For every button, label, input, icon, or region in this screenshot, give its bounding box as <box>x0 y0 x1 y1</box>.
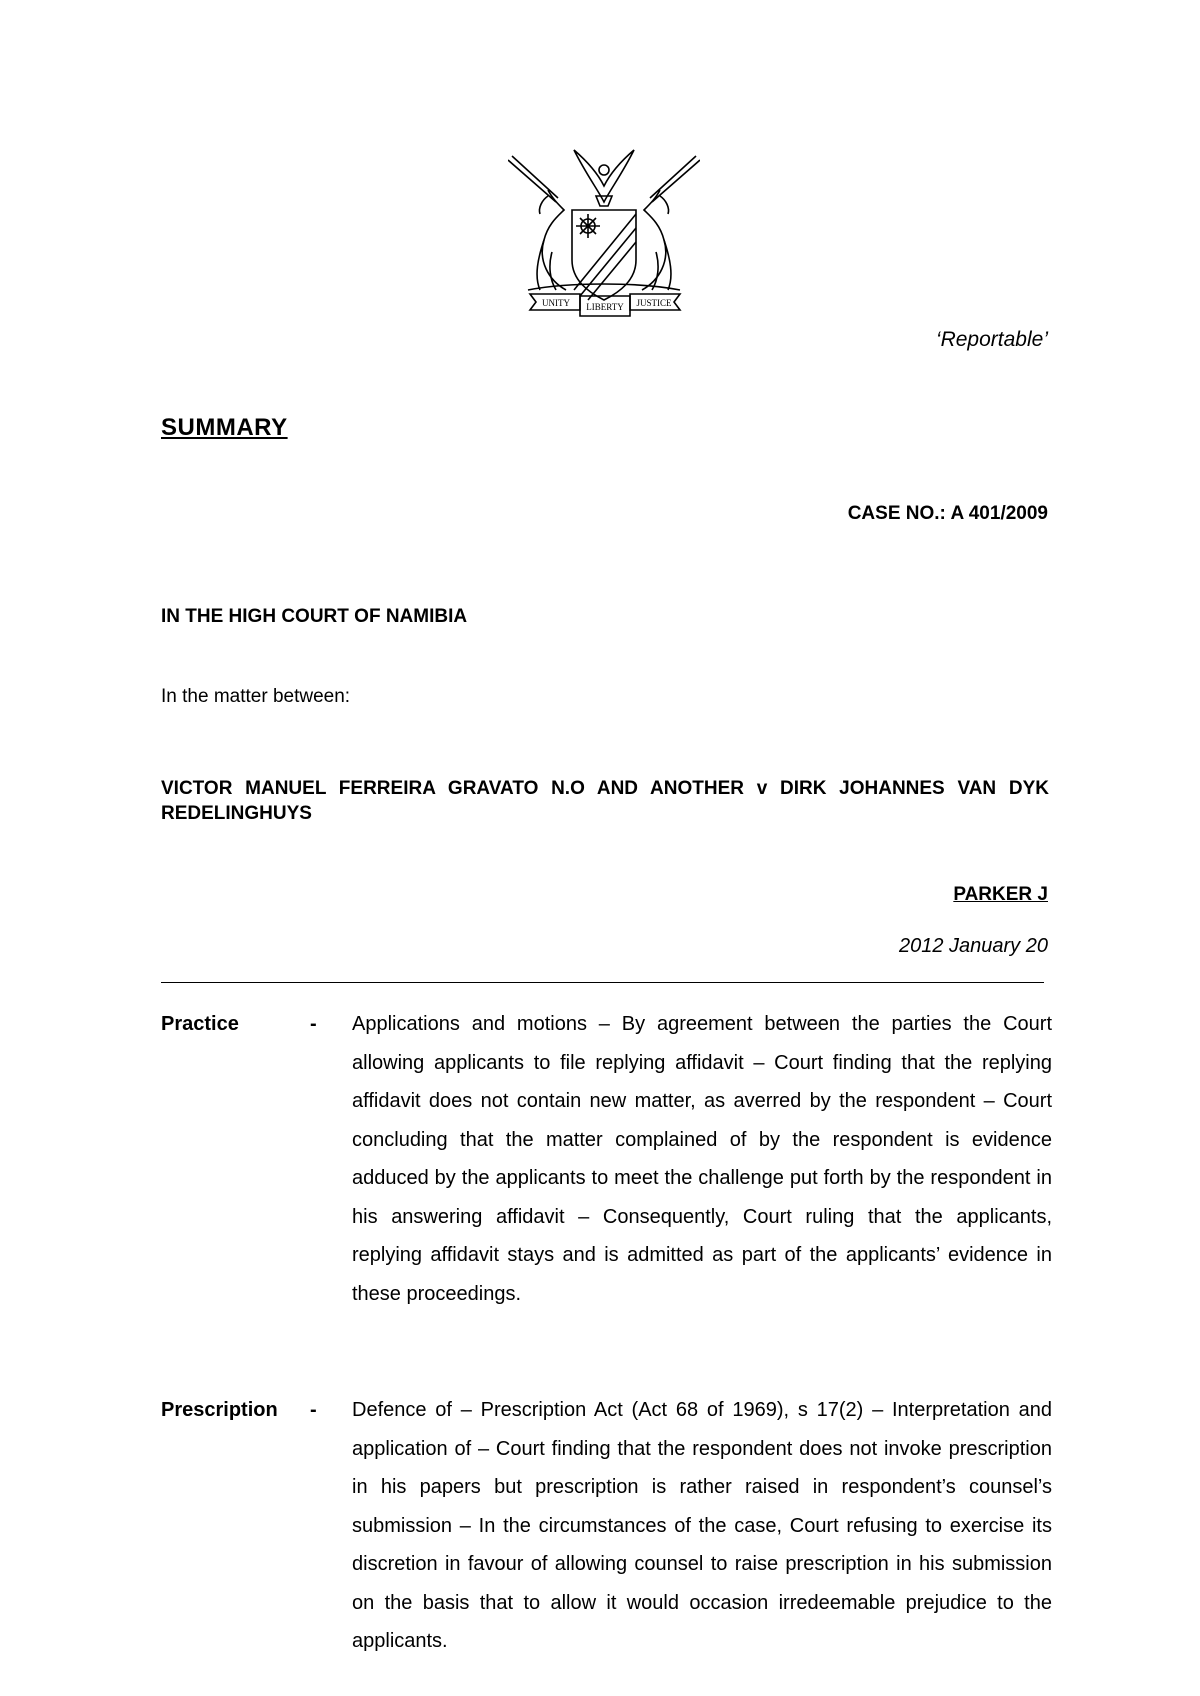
section-dash-practice: - <box>310 1013 317 1035</box>
motto-liberty: LIBERTY <box>586 302 624 312</box>
reportable-label: ‘Reportable’ <box>935 328 1048 351</box>
case-number: CASE NO.: A 401/2009 <box>847 503 1048 524</box>
case-parties: VICTOR MANUEL FERREIRA GRAVATO N.O AND ANOTHER v DIRK JOHANNES VAN DYK REDELINGHUYS <box>161 778 1049 824</box>
motto-justice: JUSTICE <box>636 298 672 308</box>
summary-heading: SUMMARY <box>161 414 288 441</box>
court-name: IN THE HIGH COURT OF NAMIBIA <box>161 606 468 627</box>
section-dash-prescription: - <box>310 1399 317 1421</box>
motto-unity: UNITY <box>542 298 570 308</box>
judgment-date: 2012 January 20 <box>898 935 1048 957</box>
matter-between-label: In the matter between: <box>161 686 351 707</box>
section-text-practice: Applications and motions – By agreement between the parties the Court allowing applicants to file replying affidavit – Court finding that the replying affidavit does not contain new matter, as averred by the respondent – Court concluding that the matter complained of by the respondent is evidence adduced by the applicants to meet the challenge put forth by the respondent in his answering affidavit – Consequently, Court ruling that the applicants, replying affidavit stays and is admitted as part of the applicants’ evidence in these proceedings. <box>352 1013 1052 1305</box>
judge-name: PARKER J <box>953 884 1048 905</box>
horizontal-divider <box>161 982 1044 983</box>
section-text-prescription: Defence of – Prescription Act (Act 68 of 1969), s 17(2) – Interpretation and application of – Court finding that the respondent does not invoke prescription in his papers but prescription is rather raised in respondent’s counsel’s submission – In the circumstances of the case, Court refusing to exercise its discretion in favour of allowing counsel to raise prescription in his submission on the basis that to allow it would occasion irredeemable prejudice to the applicants. <box>352 1399 1052 1652</box>
section-heading-practice: Practice <box>161 1013 239 1035</box>
section-heading-prescription: Prescription <box>161 1399 278 1421</box>
namibia-coat-of-arms <box>508 140 700 328</box>
